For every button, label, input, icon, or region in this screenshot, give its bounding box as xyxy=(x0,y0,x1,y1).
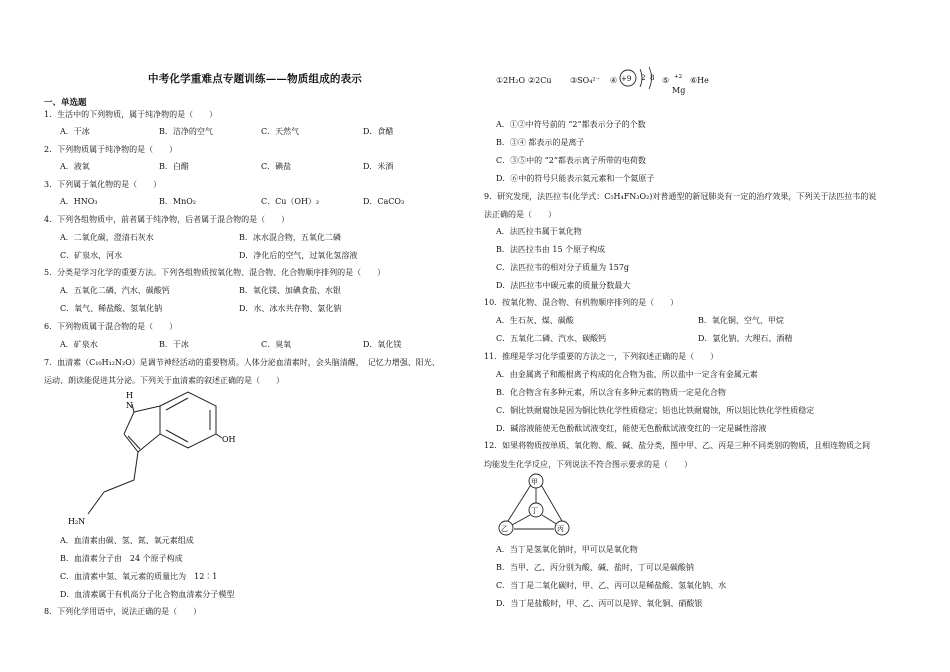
atom-shell-2: 8 xyxy=(650,74,655,82)
q7-option-b: B．血清素分子由 24 个原子构成 xyxy=(60,554,183,563)
q3-option-d: D．CaCO₃ xyxy=(363,197,405,206)
q3-option-b: B．MnO₂ xyxy=(159,197,196,206)
q9-option-c: C．法匹拉韦的相对分子质量为 157g xyxy=(496,263,630,272)
q7-option-d: D．血清素属于有机高分子化合物血清素分子模型 xyxy=(60,590,235,599)
q12-option-c: C．当丁是二氧化碳时，甲、乙、丙可以是稀盐酸、氢氧化钠、水 xyxy=(496,581,727,590)
q1-option-c: C．天然气 xyxy=(261,127,300,136)
q6-option-d: D．氧化镁 xyxy=(363,340,402,349)
question-11-stem: 11．推理是学习化学重要的方法之一，下列叙述正确的是（ ） xyxy=(484,352,719,361)
q8-option-a: A．①②中符号前的 “2”都表示分子的个数 xyxy=(496,120,646,129)
question-5-stem: 5．分类是学习化学的重要方法。下列各组物质按氧化物、混合物、化合物顺序排列的是（ ） xyxy=(44,268,386,277)
struct-oh-label: OH xyxy=(222,435,236,444)
struct-h2n-label: H₂N xyxy=(68,517,86,526)
q9-option-a: A．法匹拉韦属于氧化物 xyxy=(496,227,582,236)
q6-option-a: A．矿泉水 xyxy=(60,340,98,349)
q5-option-a: A．五氧化二磷、汽水、碳酸钙 xyxy=(60,286,170,295)
q2-option-c: C．碘盐 xyxy=(261,162,292,171)
question-6-stem: 6．下列物质属于混合物的是（ ） xyxy=(44,322,178,331)
q2-option-d: D．米酒 xyxy=(363,162,394,171)
q6-option-c: C．臭氧 xyxy=(261,340,292,349)
q5-option-b: B．氧化镁、加碘食盐、水银 xyxy=(239,286,341,295)
q8-option-c: C．③⑤中的 “2”都表示离子所带的电荷数 xyxy=(496,156,646,165)
q11-option-a: A．由金属离子和酸根离子构成的化合物为盐，所以盐中一定含有金属元素 xyxy=(496,370,758,379)
q5-option-c: C．氧气、稀盐酸、氢氧化钠 xyxy=(60,304,163,313)
q10-option-a: A．生石灰、煤、碳酸 xyxy=(496,316,574,325)
q5-option-d: D．水、冰水共存物、氯化钠 xyxy=(239,304,342,313)
struct-h-label: H xyxy=(126,391,133,400)
q8-symbol-5-charge: +2 xyxy=(674,74,683,80)
q2-option-a: A．液氧 xyxy=(60,162,90,171)
q12-option-b: B．当甲、乙、丙分别为酸、碱、盐时，丁可以是碳酸钠 xyxy=(496,563,694,572)
q7-option-a: A．血清素由碳、氢、氮、氧元素组成 xyxy=(60,536,194,545)
atom-nucleus-charge: +9 xyxy=(621,75,632,83)
question-9-stem-line2: 法正确的是（ ） xyxy=(484,210,556,219)
node-ding: 丁 xyxy=(531,507,538,515)
q11-option-d: D．碱溶液能使无色酚酞试液变红，能使无色酚酞试液变红的一定是碱性溶液 xyxy=(496,424,767,433)
question-7-stem-line2: 运动、朗读能促进其分泌。下列关于血清素的叙述正确的是（ ） xyxy=(44,376,284,385)
q4-option-d: D．净化后的空气，过氧化氢溶液 xyxy=(239,251,358,260)
question-8-stem: 8．下列化学用语中，说法正确的是（ ） xyxy=(44,607,202,616)
q8-symbol-1: ①2H₂O xyxy=(496,76,526,85)
q8-symbol-6: ⑥He xyxy=(690,76,709,85)
atom-shell-1: 2 xyxy=(641,74,646,82)
question-7-stem-line1: 7．血清素（C₁₀H₁₂N₂O）是调节神经活动的重要物质。人体分泌血清素时，会头脑清醒， 记忆力增强、阳光、 xyxy=(44,358,440,367)
question-2-stem: 2．下列物质属于纯净物的是（ ） xyxy=(44,145,178,154)
q12-option-d: D．当丁是盐酸时，甲、乙、丙可以是锌、氧化铜、硝酸银 xyxy=(496,599,703,608)
question-12-stem-line1: 12．如果将物质按单质、氧化物、酸、碱、盐分类，图中甲、乙、丙是三种不同类别的物质，且相连物质之间 xyxy=(484,441,871,450)
q8-symbol-4: ④ xyxy=(610,76,618,85)
relation-diagram xyxy=(490,473,590,537)
q10-option-d: D．氯化钠、大理石、酒精 xyxy=(698,334,793,343)
page-title: 中考化学重难点专题训练——物质组成的表示 xyxy=(148,73,362,85)
q10-option-c: C．五氧化二磷、汽水、碳酸钙 xyxy=(496,334,607,343)
node-bing: 丙 xyxy=(557,525,564,533)
q3-option-c: C．Cu（OH）₂ xyxy=(261,197,320,206)
q9-option-d: D．法匹拉韦中碳元素的质量分数最大 xyxy=(496,281,631,290)
struct-n-label: N xyxy=(126,401,133,410)
q8-symbol-5-element: Mg xyxy=(672,86,686,95)
q1-option-b: B．洁净的空气 xyxy=(159,127,213,136)
question-3-stem: 3．下列属于氧化物的是（ ） xyxy=(44,180,162,189)
atom-structure-diagram xyxy=(616,64,664,92)
q7-option-c: C．血清素中氢、氧元素的质量比为 12∶1 xyxy=(60,572,218,581)
question-1-stem: 1．生活中的下列物质，属于纯净物的是（ ） xyxy=(44,110,218,119)
q1-option-a: A．干冰 xyxy=(60,127,90,136)
node-yi: 乙 xyxy=(501,525,508,533)
q12-option-a: A．当丁是氢氧化钠时，甲可以是氧化物 xyxy=(496,545,638,554)
q4-option-c: C．矿泉水，河水 xyxy=(60,251,123,260)
q11-option-b: B．化合物含有多种元素，所以含有多种元素的物质一定是化合物 xyxy=(496,388,726,397)
q11-option-c: C．铜比铁耐腐蚀是因为铜比铁化学性质稳定；铝也比铁耐腐蚀，所以铝比铁化学性质稳定 xyxy=(496,406,815,415)
question-4-stem: 4．下列各组物质中，前者属于纯净物，后者属于混合物的是（ ） xyxy=(44,215,290,224)
q8-symbol-3: ③SO₄²⁻ xyxy=(570,76,600,85)
serotonin-structure-diagram xyxy=(60,388,240,530)
question-9-stem-line1: 9．研究发现，法匹拉韦(化学式：C₅H₄FN₃O₂)对普通型的新冠肺炎有一定的治疗效果，下列关于法匹拉韦的说 xyxy=(484,192,877,201)
question-12-stem-line2: 均能发生化学反应，下列说法不符合图示要求的是（ ） xyxy=(484,460,692,469)
q2-option-b: B．白醋 xyxy=(159,162,189,171)
q8-symbol-2: ②2Cu xyxy=(528,76,552,85)
q8-option-b: B．③④ 都表示的是离子 xyxy=(496,138,585,147)
q4-option-a: A．二氧化碳，澄清石灰水 xyxy=(60,233,154,242)
q4-option-b: B．冰水混合物，五氧化二磷 xyxy=(239,233,341,242)
q10-option-b: B．氧化铜、空气、甲烷 xyxy=(698,316,784,325)
q1-option-d: D．食醋 xyxy=(363,127,394,136)
node-jia: 甲 xyxy=(531,478,538,486)
q3-option-a: A．HNO₃ xyxy=(60,197,98,206)
q9-option-b: B．法匹拉韦由 15 个原子构成 xyxy=(496,245,606,254)
section-heading: 一、单选题 xyxy=(44,98,87,108)
q8-option-d: D．⑥中的符号只能表示氦元素和一个氦原子 xyxy=(496,174,655,183)
q6-option-b: B．干冰 xyxy=(159,340,189,349)
question-10-stem: 10．按氧化物、混合物、有机物顺序排列的是（ ） xyxy=(484,298,679,307)
q8-symbol-5: ⑤ xyxy=(662,76,670,85)
